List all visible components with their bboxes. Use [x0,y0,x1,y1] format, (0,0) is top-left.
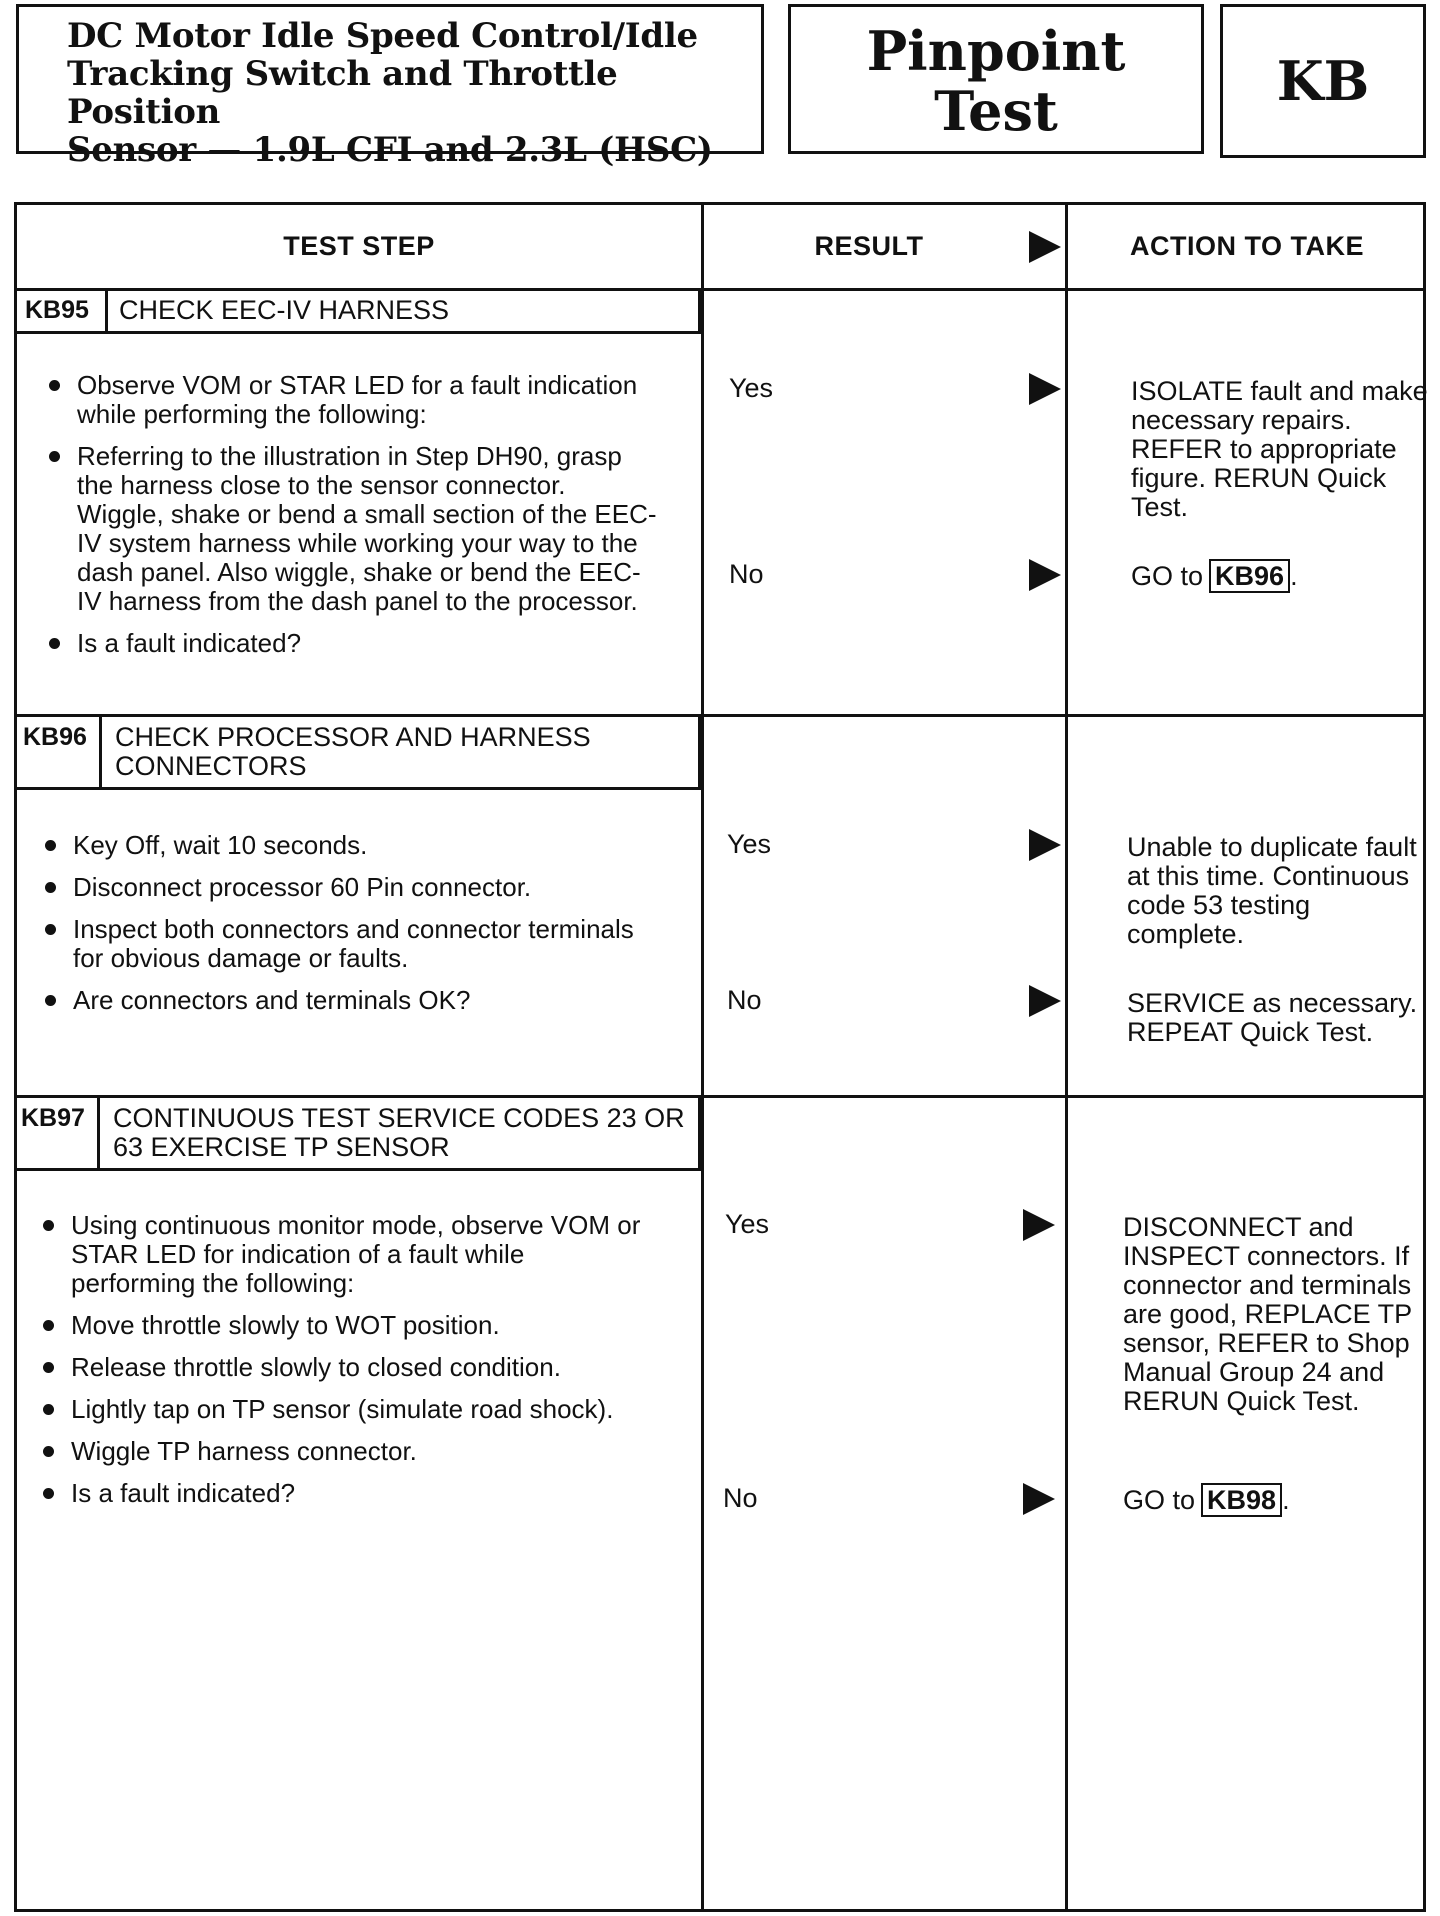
step-id: KB97 [21,1104,85,1132]
bullet-item: Key Off, wait 10 seconds. [43,831,653,860]
pinpoint-test-box [788,4,1204,154]
step-title: CHECK EEC-IV HARNESS [119,295,450,325]
result-yes: Yes [729,373,774,403]
bullet-item: Is a fault indicated? [47,629,657,658]
goto-prefix: GO to [1131,561,1204,591]
step-id: KB96 [23,723,87,751]
bullet-item: Move throttle slowly to WOT position. [41,1311,651,1340]
arrow-icon [1029,231,1061,263]
action-text: SERVICE as necessary. REPEAT Quick Test. [1127,988,1418,1047]
section-code: KB [1276,49,1370,113]
bullet-item: Are connectors and terminals OK? [43,986,653,1015]
action-text: Unable to duplicate fault at this time. Continuous code 53 testing complete. [1127,832,1417,949]
column-header-action: ACTION TO TAKE [1130,231,1364,261]
pinpoint-table [14,202,1426,1912]
column-header-test-step: TEST STEP [283,231,435,261]
goto-suffix: . [1282,1485,1290,1515]
bullet-item: Disconnect processor 60 Pin connector. [43,873,653,902]
arrow-icon [1029,559,1061,591]
result-yes: Yes [725,1209,770,1239]
arrow-icon [1029,985,1061,1017]
action-text: DISCONNECT and INSPECT connectors. If connector and terminals are good, REPLACE TP sensor, REFER to Shop Manual Group 24 and RERUN Quick Test. [1123,1212,1412,1416]
bullet-item: Using continuous monitor mode, observe VOM or STAR LED for indication of a fault while performing the following: [41,1211,651,1298]
column-divider [1065,205,1068,1909]
result-no: No [727,985,762,1015]
title-line: DC Motor Idle Speed Control/Idle [67,16,698,56]
title-line: Sensor — 1.9L CFI and 2.3L (HSC) [67,130,713,170]
step-title: CONTINUOUS TEST SERVICE CODES 23 OR 63 EXERCISE TP SENSOR [113,1103,685,1162]
result-yes: Yes [727,829,772,859]
arrow-icon [1029,829,1061,861]
step-id-divider [97,1095,100,1171]
step-id-divider [105,288,108,334]
step-bullets [43,831,653,1028]
title-box [16,4,764,170]
step-reference: KB96 [1209,559,1290,593]
column-header-result: RESULT [814,231,924,261]
bullet-item: Observe VOM or STAR LED for a fault indication while performing the following: [47,371,657,429]
goto-prefix: GO to [1123,1485,1196,1515]
test-label: Test [934,79,1058,143]
step-id-divider [99,714,102,790]
arrow-icon [1023,1483,1055,1515]
step-bullets [41,1211,651,1521]
pinpoint-label: Pinpoint [866,19,1126,83]
title-line: Tracking Switch and Throttle Position [67,54,618,132]
action-goto [1131,559,1431,593]
step-id: KB95 [25,296,89,324]
bullet-item: Lightly tap on TP sensor (simulate road shock). [41,1395,651,1424]
action-text: ISOLATE fault and make necessary repairs. REFER to appropriate figure. RERUN Quick Test. [1131,376,1428,522]
result-no: No [723,1483,758,1513]
section-code-box [1220,4,1426,158]
column-divider [701,205,704,1909]
step-bullets [47,371,657,671]
bullet-item: Inspect both connectors and connector terminals for obvious damage or faults. [43,915,653,973]
bullet-item: Release throttle slowly to closed condition. [41,1353,651,1382]
step-reference: KB98 [1201,1483,1282,1517]
result-no: No [729,559,764,589]
bullet-item: Is a fault indicated? [41,1479,651,1508]
bullet-item: Referring to the illustration in Step DH90, grasp the harness close to the sensor connector. Wiggle, shake or bend a small section of the EEC-IV system harness while working your way to the dash panel. Also wiggle, shake or bend the EEC-IV harness from the dash panel to the processor. [47,442,657,616]
arrow-icon [1029,373,1061,405]
action-goto [1123,1483,1423,1517]
goto-suffix: . [1290,561,1298,591]
arrow-icon [1023,1209,1055,1241]
bullet-item: Wiggle TP harness connector. [41,1437,651,1466]
step-title: CHECK PROCESSOR AND HARNESS CONNECTORS [115,722,591,781]
